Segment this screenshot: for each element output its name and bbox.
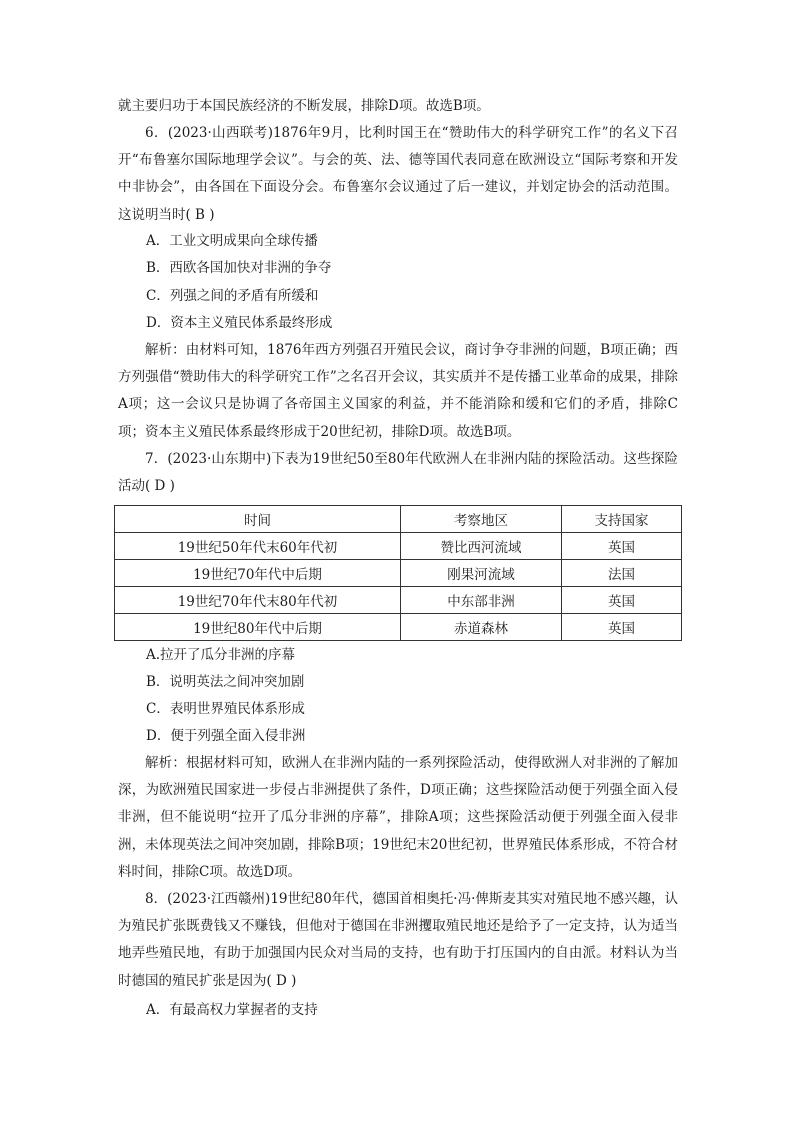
table-header-row (115, 506, 682, 533)
table-row (115, 587, 682, 614)
q6-option-b: B．西欧各国加快对非洲的争夺 (146, 260, 332, 276)
table-cell: 刚果河流域 (401, 560, 562, 587)
table-cell: 中东部非洲 (401, 587, 562, 614)
table-cell: 19世纪70年代中后期 (115, 560, 401, 587)
q7-analysis: 解析：根据材料可知，欧洲人在非洲内陆的一系列探险活动，使得欧洲人对非洲的了解加深，为欧洲殖民国家进一步侵占非洲提供了条件，D项正确；这些探险活动便于列强全面入侵非洲，但不能说明“拉开了瓜分非洲的序幕”，排除A项；这些探险活动便于列强全面入侵非洲，未体现英法之间冲突加剧，排除B项；19世纪末20世纪初，世界殖民体系形成，不符合材料时间，排除C项。故选D项。 (118, 755, 678, 880)
table-cell: 19世纪50年代末60年代初 (115, 533, 401, 560)
table-header-region: 考察地区 (401, 506, 562, 533)
table-row (115, 560, 682, 587)
q7-option-c: C．表明世界殖民体系形成 (146, 701, 305, 717)
table-cell: 英国 (562, 614, 682, 641)
q6-option-c: C．列强之间的矛盾有所缓和 (146, 288, 319, 304)
q7-table (114, 505, 682, 641)
table-cell: 赞比西河流域 (401, 533, 562, 560)
table-row (115, 533, 682, 560)
table-header-country: 支持国家 (562, 506, 682, 533)
table-cell: 英国 (562, 587, 682, 614)
q7-option-a: A.拉开了瓜分非洲的序幕 (146, 647, 296, 663)
table-cell: 19世纪70年代末80年代初 (115, 587, 401, 614)
table-cell: 法国 (562, 560, 682, 587)
table-cell: 赤道森林 (401, 614, 562, 641)
table-cell: 19世纪80年代中后期 (115, 614, 401, 641)
q7-option-d: D．便于列强全面入侵非洲 (146, 728, 306, 744)
q7-stem: 7．(2023·山东期中)下表为19世纪50至80年代欧洲人在非洲内陆的探险活动。这些探险活动( D ) (118, 451, 678, 495)
q6-option-a: A．工业文明成果向全球传播 (146, 233, 318, 249)
q7-option-b: B．说明英法之间冲突加剧 (146, 674, 305, 690)
table-cell: 英国 (562, 533, 682, 560)
table-row (115, 614, 682, 641)
q6-stem: 6．(2023·山西联考)1876年9月，比利时国王在“赞助伟大的科学研究工作”的名义下召开“布鲁塞尔国际地理学会议”。与会的英、法、德等国代表同意在欧洲设立“国际考察和开发中非协会”，由各国在下面设分会。布鲁塞尔会议通过了后一建议，并划定协会的活动范围。这说明当时( B ) (118, 125, 678, 223)
q6-option-d: D．资本主义殖民体系最终形成 (146, 315, 333, 331)
intro-text: 就主要归功于本国民族经济的不断发展，排除D项。故选B项。 (118, 98, 490, 114)
table-header-time: 时间 (115, 506, 401, 533)
q8-option-a: A．有最高权力掌握者的支持 (146, 1002, 318, 1018)
q8-stem: 8．(2023·江西赣州)19世纪80年代，德国首相奥托·冯·俾斯麦其实对殖民地不感兴趣，认为殖民扩张既费钱又不赚钱，但他对于德国在非洲攫取殖民地还是给予了一定支持，认为适当地弄些殖民地，有助于加强国内民众对当局的支持，也有助于打压国内的自由派。材料认为当时德国的殖民扩张是因为( D ) (118, 891, 678, 989)
q6-analysis: 解析：由材料可知，1876年西方列强召开殖民会议，商讨争夺非洲的问题，B项正确；西方列强借“赞助伟大的科学研究工作”之名召开会议，其实质并不是传播工业革命的成果，排除A项；这一会议只是协调了各帝国主义国家的利益，并不能消除和缓和它们的矛盾，排除C项；资本主义殖民体系最终形成于20世纪初，排除D项。故选B项。 (118, 342, 678, 440)
